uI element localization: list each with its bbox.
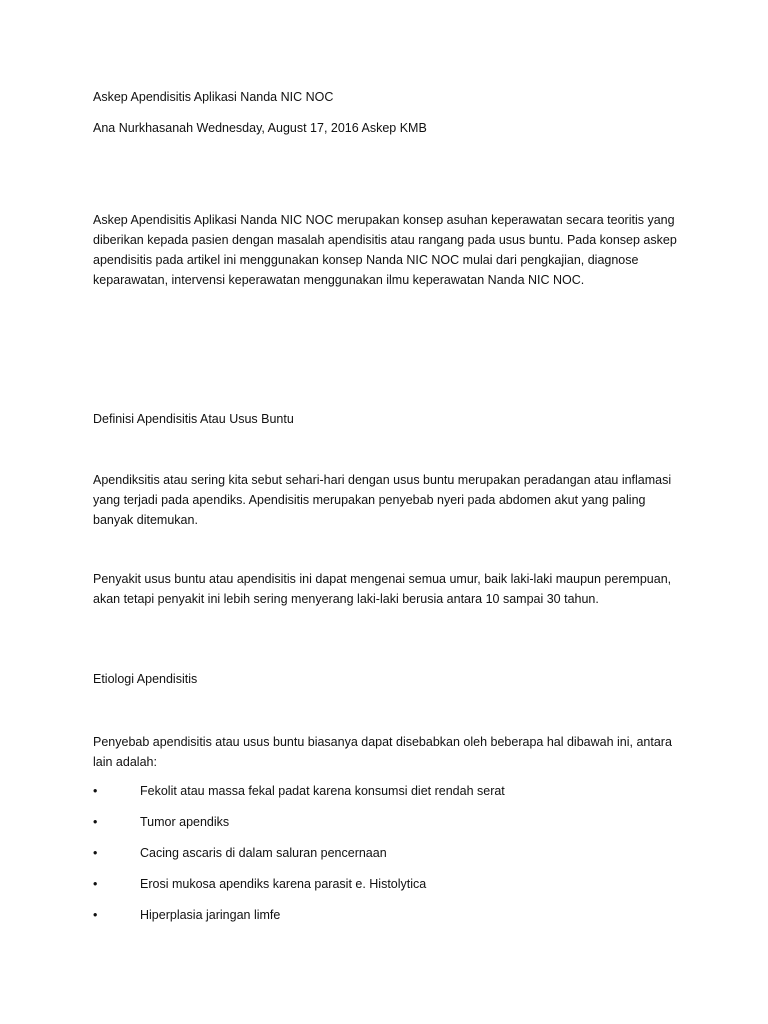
etiology-cause-list <box>93 781 683 936</box>
bullet-icon: • <box>93 877 98 891</box>
intro-paragraph: Askep Apendisitis Aplikasi Nanda NIC NOC merupakan konsep asuhan keperawatan secara teoritis yang diberikan kepada pasien dengan masalah apendisitis atau rangang pada usus buntu. Pada konsep askep apendisitis pada artikel ini menggunakan konsep Nanda NIC NOC mulai dari pengkajian, diagnose keparawatan, intervensi keperawatan menggunakan ilmu keperawatan Nanda NIC NOC. <box>93 213 677 287</box>
list-item <box>93 843 683 874</box>
bullet-icon: • <box>93 784 98 798</box>
etiology-heading: Etiologi Apendisitis <box>93 672 198 686</box>
list-item <box>93 781 683 812</box>
definition-heading: Definisi Apendisitis Atau Usus Buntu <box>93 412 294 426</box>
definition-paragraph-2: Penyakit usus buntu atau apendisitis ini dapat mengenai semua umur, baik laki-laki maupun perempuan, akan tetapi penyakit ini lebih sering menyerang laki-laki berusia antara 10 sampai 30 tahun. <box>93 572 672 606</box>
etiology-intro-paragraph: Penyebab apendisitis atau usus buntu biasanya dapat disebabkan oleh beberapa hal dibawah ini, antara lain adalah: <box>93 735 672 769</box>
bullet-icon: • <box>93 908 98 922</box>
list-item <box>93 905 683 936</box>
list-item <box>93 874 683 905</box>
list-item-text: Erosi mukosa apendiks karena parasit e. Histolytica <box>140 877 427 891</box>
list-item <box>93 812 683 843</box>
list-item-text: Hiperplasia jaringan limfe <box>140 908 281 922</box>
document-title: Askep Apendisitis Aplikasi Nanda NIC NOC <box>93 90 334 104</box>
definition-paragraph-1: Apendiksitis atau sering kita sebut sehari-hari dengan usus buntu merupakan peradangan atau inflamasi yang terjadi pada apendiks. Apendisitis merupakan penyebab nyeri pada abdomen akut yang paling banyak ditemukan. <box>93 473 672 527</box>
list-item-text: Cacing ascaris di dalam saluran pencernaan <box>140 846 387 860</box>
bullet-icon: • <box>93 846 98 860</box>
list-item-text: Fekolit atau massa fekal padat karena konsumsi diet rendah serat <box>140 784 505 798</box>
author-date-byline: Ana Nurkhasanah Wednesday, August 17, 2016 Askep KMB <box>93 121 427 135</box>
bullet-icon: • <box>93 815 98 829</box>
list-item-text: Tumor apendiks <box>140 815 230 829</box>
